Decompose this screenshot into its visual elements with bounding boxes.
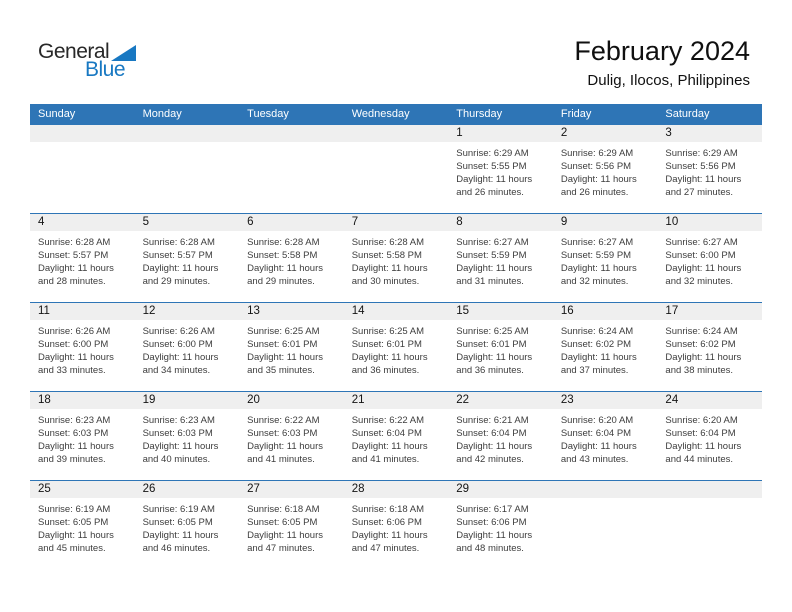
day-cell-3 <box>657 125 762 213</box>
daylight-line-2: and 36 minutes. <box>456 365 524 376</box>
daylight-line-1: Daylight: 11 hours <box>38 441 114 452</box>
sunset-line: Sunset: 5:56 PM <box>560 161 632 172</box>
sunset-line: Sunset: 6:03 PM <box>38 428 109 439</box>
sunrise-line: Sunrise: 6:23 AM <box>38 415 111 426</box>
sunset-line: Sunset: 6:01 PM <box>247 339 318 350</box>
day-cell-1 <box>448 125 553 213</box>
daylight-line-2: and 48 minutes. <box>456 543 524 554</box>
general-blue-logo <box>38 41 136 80</box>
day-details <box>239 231 344 288</box>
day-details <box>30 142 135 147</box>
daylight-line-1: Daylight: 11 hours <box>351 441 428 452</box>
sunset-line: Sunset: 5:57 PM <box>38 250 109 261</box>
sunset-line: Sunset: 6:05 PM <box>38 517 109 528</box>
day-details <box>657 320 762 377</box>
day-details <box>344 142 449 147</box>
daylight-line-1: Daylight: 11 hours <box>351 263 428 274</box>
sunrise-line: Sunrise: 6:20 AM <box>665 415 738 426</box>
day-number: 11 <box>30 303 135 320</box>
day-number <box>344 125 449 142</box>
day-details <box>657 498 762 503</box>
day-number: 26 <box>135 481 240 498</box>
day-number: 16 <box>553 303 658 320</box>
daylight-line-2: and 37 minutes. <box>560 365 629 376</box>
day-number: 19 <box>135 392 240 409</box>
day-number: 23 <box>553 392 658 409</box>
daylight-line-1: Daylight: 11 hours <box>665 174 742 185</box>
sunrise-line: Sunrise: 6:18 AM <box>351 504 425 515</box>
sunset-line: Sunset: 6:02 PM <box>665 339 736 350</box>
day-cell-24 <box>657 392 762 480</box>
daylight-line-2: and 31 minutes. <box>456 276 524 287</box>
weekday-header-thursday: Thursday <box>456 108 503 120</box>
daylight-line-2: and 41 minutes. <box>351 454 420 465</box>
sunset-line: Sunset: 6:00 PM <box>665 250 736 261</box>
weekday-header-sunday: Sunday <box>38 108 76 120</box>
day-number: 9 <box>553 214 658 231</box>
daylight-line-1: Daylight: 11 hours <box>456 263 533 274</box>
day-number: 3 <box>657 125 762 142</box>
day-cell-9 <box>553 214 658 302</box>
sunset-line: Sunset: 6:04 PM <box>560 428 632 439</box>
sunrise-line: Sunrise: 6:26 AM <box>38 326 111 337</box>
day-number: 17 <box>657 303 762 320</box>
day-details <box>344 231 449 288</box>
day-cell-25 <box>30 481 135 569</box>
sunset-line: Sunset: 5:58 PM <box>247 250 318 261</box>
sunset-line: Sunset: 6:03 PM <box>142 428 213 439</box>
day-cell-22 <box>448 392 553 480</box>
daylight-line-2: and 44 minutes. <box>665 454 734 465</box>
daylight-line-2: and 45 minutes. <box>38 543 106 554</box>
day-details <box>448 320 553 377</box>
day-cell-12 <box>135 303 240 391</box>
daylight-line-1: Daylight: 11 hours <box>560 441 637 452</box>
sunset-line: Sunset: 6:04 PM <box>665 428 736 439</box>
calendar-weeks <box>30 124 762 569</box>
day-number <box>30 125 135 142</box>
day-details <box>239 142 344 147</box>
daylight-line-2: and 42 minutes. <box>456 454 524 465</box>
daylight-line-1: Daylight: 11 hours <box>560 174 637 185</box>
sunrise-line: Sunrise: 6:18 AM <box>247 504 320 515</box>
calendar <box>30 104 762 569</box>
day-number: 8 <box>448 214 553 231</box>
day-details <box>344 320 449 377</box>
daylight-line-1: Daylight: 11 hours <box>665 352 742 363</box>
week-row-3 <box>30 302 762 391</box>
daylight-line-1: Daylight: 11 hours <box>665 441 742 452</box>
header-titles <box>574 36 750 89</box>
daylight-line-1: Daylight: 11 hours <box>351 352 428 363</box>
daylight-line-2: and 47 minutes. <box>247 543 315 554</box>
day-cell-13 <box>239 303 344 391</box>
day-number <box>135 125 240 142</box>
day-details <box>30 320 135 377</box>
sunrise-line: Sunrise: 6:25 AM <box>456 326 529 337</box>
sunrise-line: Sunrise: 6:25 AM <box>247 326 320 337</box>
daylight-line-2: and 46 minutes. <box>142 543 211 554</box>
sunset-line: Sunset: 6:03 PM <box>247 428 318 439</box>
weekday-header-wednesday: Wednesday <box>351 108 410 120</box>
sunset-line: Sunset: 6:04 PM <box>351 428 422 439</box>
day-number: 15 <box>448 303 553 320</box>
day-number: 7 <box>344 214 449 231</box>
weekday-header-monday: Monday <box>142 108 182 120</box>
daylight-line-2: and 35 minutes. <box>247 365 315 376</box>
day-cell-14 <box>344 303 449 391</box>
day-cell-16 <box>553 303 658 391</box>
day-number <box>239 125 344 142</box>
day-details <box>553 498 658 503</box>
day-number: 10 <box>657 214 762 231</box>
daylight-line-1: Daylight: 11 hours <box>38 352 114 363</box>
sunrise-line: Sunrise: 6:19 AM <box>142 504 215 515</box>
daylight-line-1: Daylight: 11 hours <box>665 263 742 274</box>
daylight-line-1: Daylight: 11 hours <box>247 441 324 452</box>
day-details <box>135 498 240 555</box>
day-details <box>239 498 344 555</box>
week-row-2 <box>30 213 762 302</box>
daylight-line-1: Daylight: 11 hours <box>247 530 324 541</box>
sunrise-line: Sunrise: 6:20 AM <box>560 415 634 426</box>
day-number <box>657 481 762 498</box>
daylight-line-1: Daylight: 11 hours <box>142 263 219 274</box>
day-details <box>657 409 762 466</box>
day-details <box>135 409 240 466</box>
day-cell-4 <box>30 214 135 302</box>
day-details <box>135 320 240 377</box>
sunset-line: Sunset: 6:01 PM <box>351 339 422 350</box>
empty-cell <box>344 125 449 213</box>
day-details <box>448 409 553 466</box>
daylight-line-2: and 43 minutes. <box>560 454 629 465</box>
day-cell-2 <box>553 125 658 213</box>
day-details <box>135 142 240 147</box>
sunrise-line: Sunrise: 6:22 AM <box>247 415 320 426</box>
sunrise-line: Sunrise: 6:27 AM <box>456 237 529 248</box>
daylight-line-1: Daylight: 11 hours <box>142 530 219 541</box>
daylight-line-1: Daylight: 11 hours <box>560 352 637 363</box>
daylight-line-2: and 47 minutes. <box>351 543 420 554</box>
day-cell-11 <box>30 303 135 391</box>
daylight-line-1: Daylight: 11 hours <box>351 530 428 541</box>
page-title: February 2024 <box>574 36 750 66</box>
sunset-line: Sunset: 6:02 PM <box>560 339 632 350</box>
day-details <box>135 231 240 288</box>
sunrise-line: Sunrise: 6:17 AM <box>456 504 529 515</box>
day-cell-17 <box>657 303 762 391</box>
sunrise-line: Sunrise: 6:22 AM <box>351 415 425 426</box>
daylight-line-2: and 32 minutes. <box>665 276 734 287</box>
empty-cell <box>553 481 658 569</box>
daylight-line-2: and 36 minutes. <box>351 365 420 376</box>
daylight-line-1: Daylight: 11 hours <box>560 263 637 274</box>
week-row-4 <box>30 391 762 480</box>
day-details <box>553 231 658 288</box>
day-number: 20 <box>239 392 344 409</box>
daylight-line-1: Daylight: 11 hours <box>456 352 533 363</box>
day-number: 25 <box>30 481 135 498</box>
day-cell-10 <box>657 214 762 302</box>
empty-cell <box>30 125 135 213</box>
day-cell-15 <box>448 303 553 391</box>
day-number: 2 <box>553 125 658 142</box>
day-details <box>239 320 344 377</box>
weekday-header-row <box>30 104 762 124</box>
sunset-line: Sunset: 5:57 PM <box>142 250 213 261</box>
daylight-line-2: and 34 minutes. <box>142 365 211 376</box>
day-cell-6 <box>239 214 344 302</box>
daylight-line-1: Daylight: 11 hours <box>247 263 324 274</box>
logo-text-general: General <box>38 40 110 63</box>
sunrise-line: Sunrise: 6:28 AM <box>38 237 111 248</box>
daylight-line-1: Daylight: 11 hours <box>456 530 533 541</box>
daylight-line-2: and 33 minutes. <box>38 365 106 376</box>
day-number: 24 <box>657 392 762 409</box>
day-details <box>239 409 344 466</box>
day-cell-28 <box>344 481 449 569</box>
day-details <box>448 498 553 555</box>
page-subtitle: Dulig, Ilocos, Philippines <box>587 72 750 90</box>
sunrise-line: Sunrise: 6:29 AM <box>665 148 738 159</box>
day-number: 6 <box>239 214 344 231</box>
day-details <box>448 142 553 199</box>
daylight-line-2: and 26 minutes. <box>456 187 524 198</box>
sunset-line: Sunset: 5:58 PM <box>351 250 422 261</box>
sunrise-line: Sunrise: 6:24 AM <box>665 326 738 337</box>
daylight-line-1: Daylight: 11 hours <box>247 352 324 363</box>
daylight-line-2: and 29 minutes. <box>247 276 315 287</box>
day-cell-29 <box>448 481 553 569</box>
week-row-1 <box>30 124 762 213</box>
daylight-line-2: and 28 minutes. <box>38 276 106 287</box>
sunset-line: Sunset: 5:59 PM <box>456 250 527 261</box>
sunrise-line: Sunrise: 6:25 AM <box>351 326 425 337</box>
sunset-line: Sunset: 6:00 PM <box>142 339 213 350</box>
day-details <box>657 231 762 288</box>
sunset-line: Sunset: 6:06 PM <box>456 517 527 528</box>
sunrise-line: Sunrise: 6:29 AM <box>560 148 634 159</box>
day-details <box>448 231 553 288</box>
day-details <box>344 409 449 466</box>
sunset-line: Sunset: 6:01 PM <box>456 339 527 350</box>
daylight-line-1: Daylight: 11 hours <box>38 263 114 274</box>
sunrise-line: Sunrise: 6:27 AM <box>560 237 634 248</box>
day-details <box>30 409 135 466</box>
empty-cell <box>135 125 240 213</box>
sunrise-line: Sunrise: 6:28 AM <box>247 237 320 248</box>
day-number: 5 <box>135 214 240 231</box>
day-number <box>553 481 658 498</box>
sunset-line: Sunset: 6:00 PM <box>38 339 109 350</box>
daylight-line-2: and 38 minutes. <box>665 365 734 376</box>
day-cell-21 <box>344 392 449 480</box>
day-details <box>553 142 658 199</box>
day-cell-18 <box>30 392 135 480</box>
logo-text-blue: Blue <box>85 58 126 81</box>
weekday-header-tuesday: Tuesday <box>247 108 289 120</box>
day-cell-20 <box>239 392 344 480</box>
day-cell-26 <box>135 481 240 569</box>
daylight-line-2: and 26 minutes. <box>560 187 629 198</box>
day-cell-7 <box>344 214 449 302</box>
daylight-line-1: Daylight: 11 hours <box>456 441 533 452</box>
sunset-line: Sunset: 5:56 PM <box>665 161 736 172</box>
sunrise-line: Sunrise: 6:28 AM <box>351 237 425 248</box>
daylight-line-2: and 40 minutes. <box>142 454 211 465</box>
day-number: 4 <box>30 214 135 231</box>
empty-cell <box>657 481 762 569</box>
day-cell-8 <box>448 214 553 302</box>
daylight-line-2: and 32 minutes. <box>560 276 629 287</box>
day-number: 27 <box>239 481 344 498</box>
weekday-header-saturday: Saturday <box>665 108 710 120</box>
day-cell-19 <box>135 392 240 480</box>
sunrise-line: Sunrise: 6:23 AM <box>142 415 215 426</box>
day-number: 21 <box>344 392 449 409</box>
sunset-line: Sunset: 6:04 PM <box>456 428 527 439</box>
daylight-line-2: and 30 minutes. <box>351 276 420 287</box>
sunset-line: Sunset: 5:59 PM <box>560 250 632 261</box>
empty-cell <box>239 125 344 213</box>
daylight-line-2: and 39 minutes. <box>38 454 106 465</box>
week-row-5 <box>30 480 762 569</box>
daylight-line-2: and 41 minutes. <box>247 454 315 465</box>
day-number: 22 <box>448 392 553 409</box>
daylight-line-1: Daylight: 11 hours <box>456 174 533 185</box>
sunrise-line: Sunrise: 6:24 AM <box>560 326 634 337</box>
day-details <box>553 320 658 377</box>
sunrise-line: Sunrise: 6:27 AM <box>665 237 738 248</box>
day-number: 12 <box>135 303 240 320</box>
day-details <box>657 142 762 199</box>
sunrise-line: Sunrise: 6:21 AM <box>456 415 529 426</box>
day-cell-5 <box>135 214 240 302</box>
day-number: 18 <box>30 392 135 409</box>
sunrise-line: Sunrise: 6:19 AM <box>38 504 111 515</box>
day-number: 1 <box>448 125 553 142</box>
day-details <box>30 498 135 555</box>
weekday-header-friday: Friday <box>560 108 592 120</box>
sunset-line: Sunset: 6:05 PM <box>142 517 213 528</box>
sunrise-line: Sunrise: 6:29 AM <box>456 148 529 159</box>
sunrise-line: Sunrise: 6:26 AM <box>142 326 215 337</box>
sunset-line: Sunset: 5:55 PM <box>456 161 527 172</box>
sunset-line: Sunset: 6:06 PM <box>351 517 422 528</box>
sunrise-line: Sunrise: 6:28 AM <box>142 237 215 248</box>
day-details <box>553 409 658 466</box>
day-number: 14 <box>344 303 449 320</box>
day-cell-23 <box>553 392 658 480</box>
day-details <box>30 231 135 288</box>
day-cell-27 <box>239 481 344 569</box>
daylight-line-1: Daylight: 11 hours <box>38 530 114 541</box>
daylight-line-1: Daylight: 11 hours <box>142 441 219 452</box>
day-number: 13 <box>239 303 344 320</box>
daylight-line-2: and 27 minutes. <box>665 187 734 198</box>
sunset-line: Sunset: 6:05 PM <box>247 517 318 528</box>
day-details <box>344 498 449 555</box>
day-number: 29 <box>448 481 553 498</box>
daylight-line-2: and 29 minutes. <box>142 276 211 287</box>
day-number: 28 <box>344 481 449 498</box>
daylight-line-1: Daylight: 11 hours <box>142 352 219 363</box>
